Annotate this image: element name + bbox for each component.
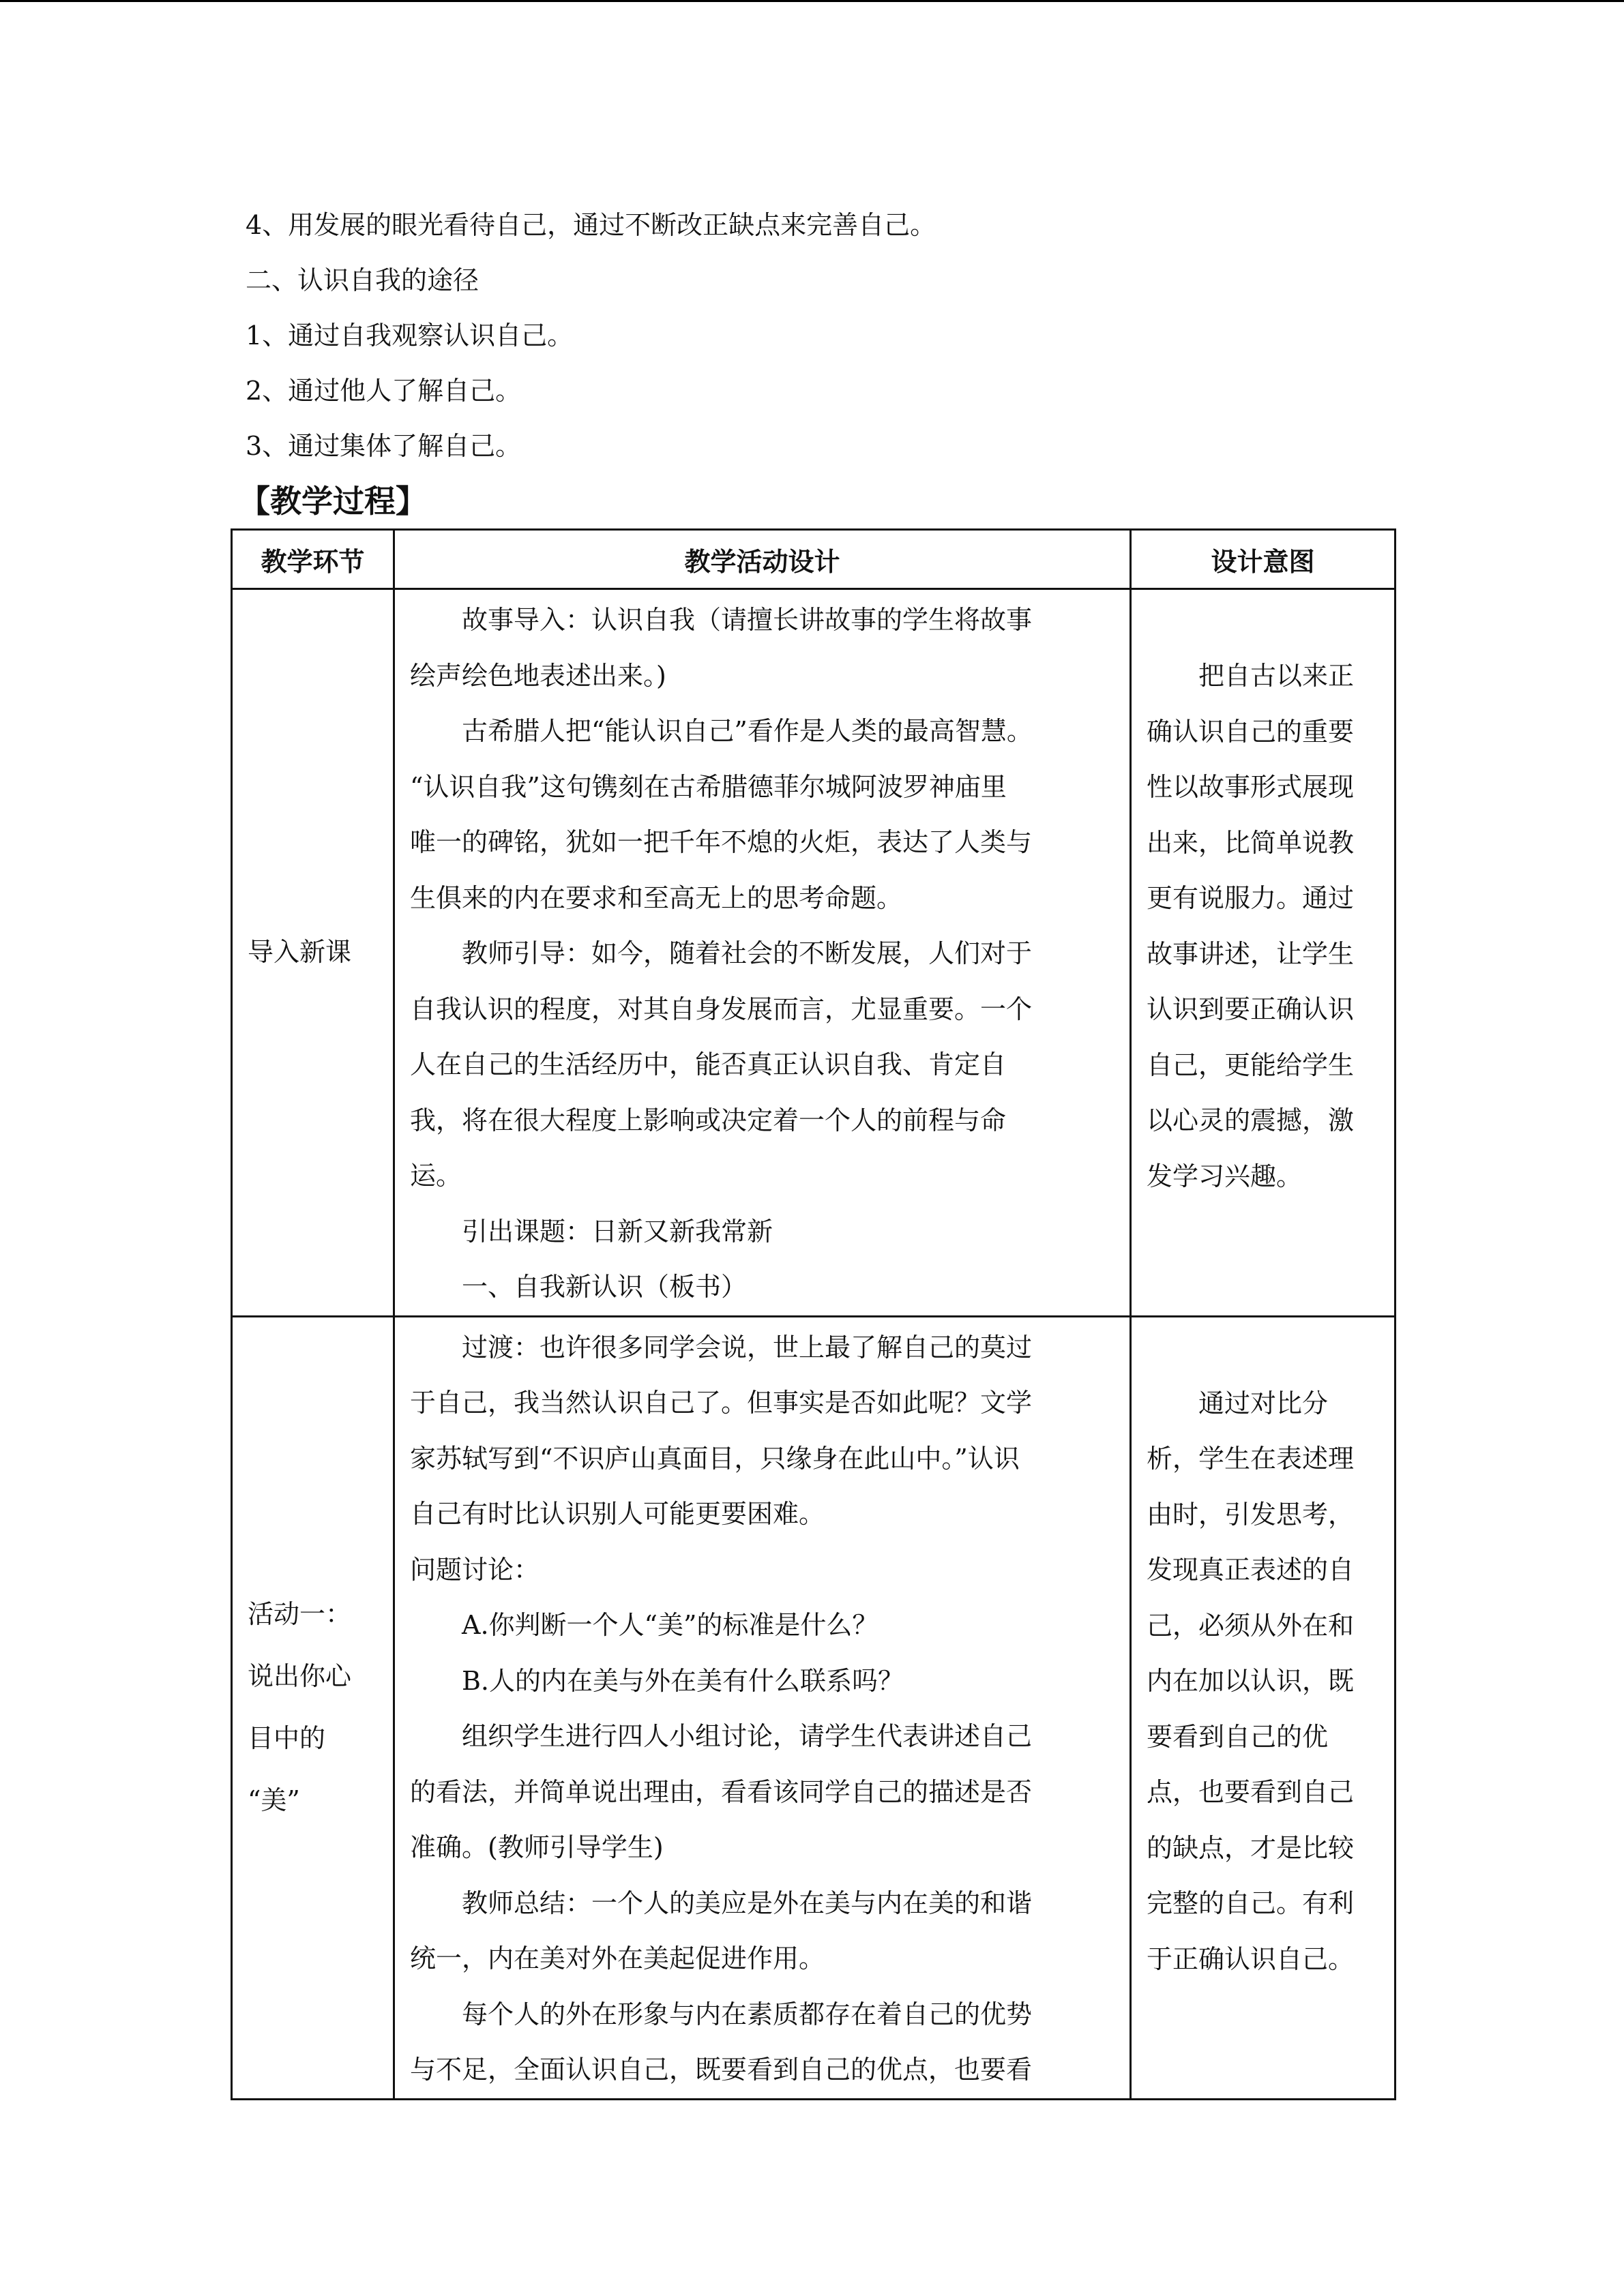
intent-cell xyxy=(1131,589,1396,1317)
activity-line: 组织学生进行四人小组讨论，请学生代表讲述自己 xyxy=(462,1721,1033,1751)
activity-line: 故事导入：认识自我（请擅长讲故事的学生将故事 xyxy=(462,605,1033,635)
stage-line: “美” xyxy=(248,1785,300,1815)
teaching-process-table xyxy=(231,528,1396,2100)
activity-line: 唯一的碑铭，犹如一把千年不熄的火炬，表达了人类与 xyxy=(410,827,1033,857)
intent-line: 点，也要看到自己 xyxy=(1147,1777,1355,1807)
header-stage: 教学环节 xyxy=(232,530,394,589)
intent-line: 确认识自己的重要 xyxy=(1147,716,1355,747)
activity-line: 绘声绘色地表述出来。) xyxy=(410,660,666,691)
activity-cell xyxy=(394,589,1131,1317)
intent-line: 性以故事形式展现 xyxy=(1147,772,1355,802)
intent-text xyxy=(1132,648,1394,1204)
activity-line: 引出课题：日新又新我常新 xyxy=(462,1216,773,1247)
intent-line: 的缺点，才是比较 xyxy=(1147,1832,1355,1863)
header-intent: 设计意图 xyxy=(1131,530,1396,589)
table-row xyxy=(232,589,1396,1317)
intro-list xyxy=(246,198,1405,474)
activity-line: 与不足，全面认识自己，既要看到自己的优点，也要看 xyxy=(410,2055,1033,2085)
stage-line: 导入新课 xyxy=(248,937,352,968)
activity-line: 统一，内在美对外在美起促进作用。 xyxy=(410,1943,825,1973)
activity-line: 古希腊人把“能认识自己”看作是人类的最高智慧。 xyxy=(462,716,1033,746)
page-top-border xyxy=(0,0,1624,2)
activity-line: 自己有时比认识别人可能更要困难。 xyxy=(410,1499,825,1529)
activity-line: 过渡：也许很多同学会说，世上最了解自己的莫过 xyxy=(462,1332,1033,1362)
activity-line: 于自己，我当然认识自己了。但事实是否如此呢？文学 xyxy=(410,1388,1033,1418)
activity-line: 人在自己的生活经历中，能否真正认识自我、肯定自 xyxy=(410,1049,1007,1079)
stage-text xyxy=(233,921,393,983)
activity-line: 运。 xyxy=(410,1161,462,1191)
activity-line: 的看法，并简单说出理由，看看该同学自己的描述是否 xyxy=(410,1776,1033,1807)
activity-line: A.你判断一个人“美”的标准是什么？ xyxy=(462,1610,879,1640)
activity-line: 自我认识的程度，对其自身发展而言，尤显重要。一个 xyxy=(410,994,1033,1024)
activity-line: 问题讨论： xyxy=(410,1554,540,1585)
activity-line: “认识自我”这句镌刻在古希腊德菲尔城阿波罗神庙里 xyxy=(410,771,1007,802)
activity-line: 教师引导：如今，随着社会的不断发展，人们对于 xyxy=(462,938,1033,968)
activity-text xyxy=(395,1320,1130,2098)
stage-line: 目中的 xyxy=(248,1723,326,1753)
intent-line: 完整的自己。有利 xyxy=(1147,1888,1355,1918)
stage-cell xyxy=(232,1316,394,2099)
intro-item: 3、通过集体了解自己。 xyxy=(246,431,522,461)
activity-text xyxy=(395,593,1130,1315)
table-row xyxy=(232,1316,1396,2099)
intent-line: 出来，比简单说教 xyxy=(1147,827,1355,858)
activity-line: 准确。(教师引导学生) xyxy=(410,1832,664,1862)
activity-line: 生俱来的内在要求和至高无上的思考命题。 xyxy=(410,882,903,913)
intent-line: 于正确认识自己。 xyxy=(1147,1943,1355,1974)
intent-line: 故事讲述，让学生 xyxy=(1147,938,1355,969)
intent-text xyxy=(1132,1376,1394,1988)
stage-cell xyxy=(232,589,394,1317)
intent-line: 认识到要正确认识 xyxy=(1147,994,1355,1024)
intent-line: 通过对比分 xyxy=(1198,1388,1329,1418)
header-activity: 教学活动设计 xyxy=(394,530,1131,589)
table-header-row xyxy=(232,530,1396,589)
intro-item: 二、认识自我的途径 xyxy=(246,265,479,295)
intent-line: 以心灵的震撼，激 xyxy=(1147,1105,1355,1135)
intent-line: 内在加以认识，既 xyxy=(1147,1666,1355,1696)
activity-line: 教师总结：一个人的美应是外在美与内在美的和谐 xyxy=(462,1888,1033,1918)
intent-line: 自己，更能给学生 xyxy=(1147,1049,1355,1080)
section-heading: 【教学过程】 xyxy=(239,483,427,520)
activity-line: 每个人的外在形象与内在素质都存在着自己的优势 xyxy=(462,1999,1033,2029)
intent-line: 由时，引发思考， xyxy=(1147,1499,1355,1530)
intro-item: 2、通过他人了解自己。 xyxy=(246,376,522,406)
activity-line: 一、自我新认识（板书） xyxy=(462,1272,748,1302)
intent-line: 更有说服力。通过 xyxy=(1147,883,1355,913)
activity-line: 家苏轼写到“不识庐山真面目，只缘身在此山中。”认识 xyxy=(410,1443,1020,1474)
intent-line: 发现真正表述的自 xyxy=(1147,1555,1355,1585)
intent-cell xyxy=(1131,1316,1396,2099)
intro-item: 1、通过自我观察认识自己。 xyxy=(246,320,574,351)
intent-line: 己，必须从外在和 xyxy=(1147,1610,1355,1641)
intent-line: 析，学生在表述理 xyxy=(1147,1444,1355,1474)
intent-line: 发学习兴趣。 xyxy=(1147,1161,1303,1191)
stage-text xyxy=(233,1583,393,1832)
intent-line: 要看到自己的优 xyxy=(1147,1721,1329,1752)
activity-line: B.人的内在美与外在美有什么联系吗？ xyxy=(462,1665,904,1696)
activity-line: 我，将在很大程度上影响或决定着一个人的前程与命 xyxy=(410,1105,1007,1135)
stage-line: 活动一： xyxy=(248,1599,352,1629)
intro-item: 4、用发展的眼光看待自己，通过不断改正缺点来完善自己。 xyxy=(246,210,936,240)
activity-cell xyxy=(394,1316,1131,2099)
stage-line: 说出你心 xyxy=(248,1661,352,1691)
intent-line: 把自古以来正 xyxy=(1198,661,1355,691)
